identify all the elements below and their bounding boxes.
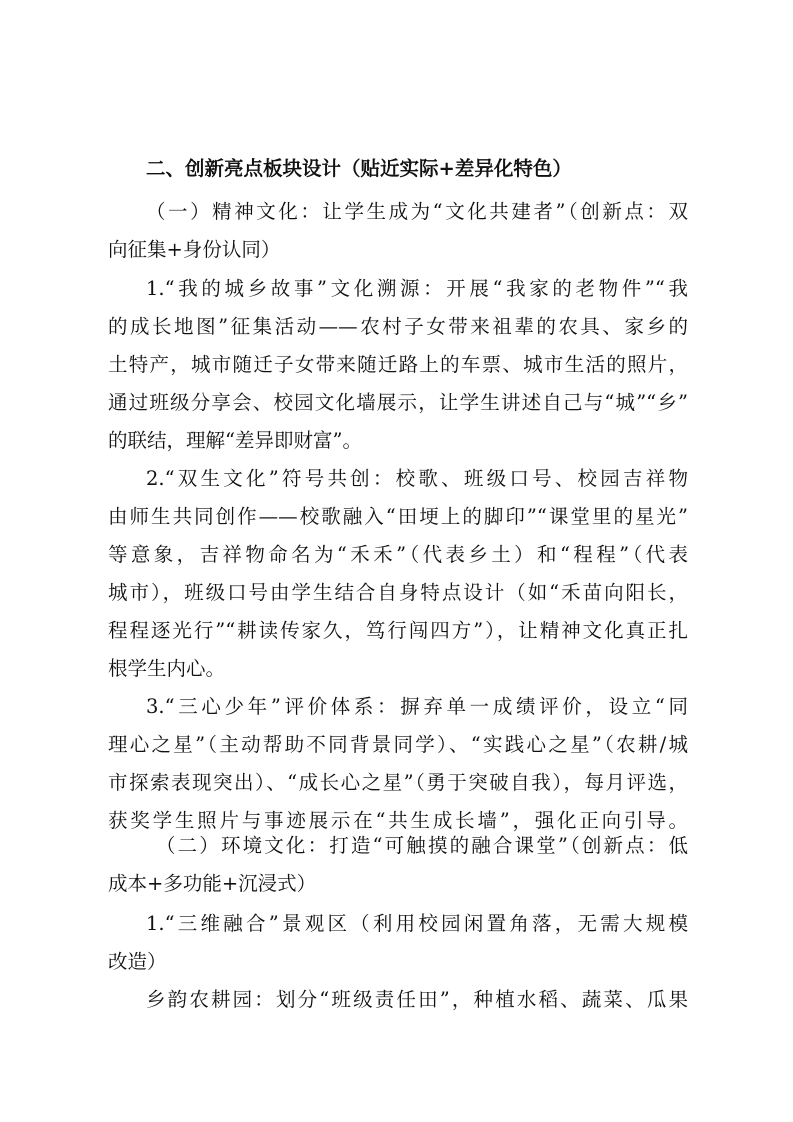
paragraph-line: 2.“双生文化”符号共创：校歌、班级口号、校园吉祥物 xyxy=(146,467,688,490)
paragraph-line: 土特产，城市随迁子女带来随迁路上的车票、城市生活的照片， xyxy=(108,353,688,376)
paragraph-line: 市探索表现突出）、“成长心之星”（勇于突破自我），每月评选， xyxy=(108,771,688,794)
paragraph-line: 3.“三心少年”评价体系：摒弃单一成绩评价，设立“同 xyxy=(146,695,688,718)
section-heading: 二、创新亮点板块设计（贴近实际+差异化特色） xyxy=(146,157,572,180)
paragraph-line: 改造） xyxy=(108,950,167,973)
paragraph-line: 程程逐光行”“耕读传家久，笃行闯四方”），让精神文化真正扎 xyxy=(108,619,688,642)
subsection-heading-line: （一）精神文化：让学生成为“文化共建者”（创新点：双 xyxy=(146,200,688,223)
paragraph-line: 1.“三维融合”景观区（利用校园闲置角落，无需大规模 xyxy=(146,912,688,935)
paragraph-line: 获奖学生照片与事迹展示在“共生成长墙”，强化正向引导。 xyxy=(108,809,688,832)
paragraph-line: 1.“我的城乡故事”文化溯源：开展“我家的老物件”“我 xyxy=(146,277,688,300)
paragraph-line: 乡韵农耕园：划分“班级责任田”，种植水稻、蔬菜、瓜果 xyxy=(146,988,688,1011)
paragraph-line: 通过班级分享会、校园文化墙展示，让学生讲述自己与“城”“乡” xyxy=(108,391,688,414)
paragraph-line: 由师生共同创作——校歌融入“田埂上的脚印”“课堂里的星光” xyxy=(108,505,688,528)
subsection-heading-line: 成本+多功能+沉浸式） xyxy=(108,872,317,895)
paragraph-line: 的成长地图”征集活动——农村子女带来祖辈的农具、家乡的 xyxy=(108,315,688,338)
paragraph-line: 等意象，吉祥物命名为“禾禾”（代表乡土）和“程程”（代表 xyxy=(108,543,688,566)
subsection-heading-line: 向征集+身份认同） xyxy=(108,238,281,261)
subsection-heading-line: （二）环境文化：打造“可触摸的融合课堂”（创新点：低 xyxy=(156,834,688,857)
paragraph-line: 根学生内心。 xyxy=(108,657,226,680)
paragraph-line: 理心之星”（主动帮助不同背景同学）、“实践心之星”（农耕/城 xyxy=(108,733,688,756)
paragraph-line: 的联结，理解“差异即财富”。 xyxy=(108,429,362,452)
paragraph-line: 城市），班级口号由学生结合自身特点设计（如“禾苗向阳长， xyxy=(108,581,688,604)
